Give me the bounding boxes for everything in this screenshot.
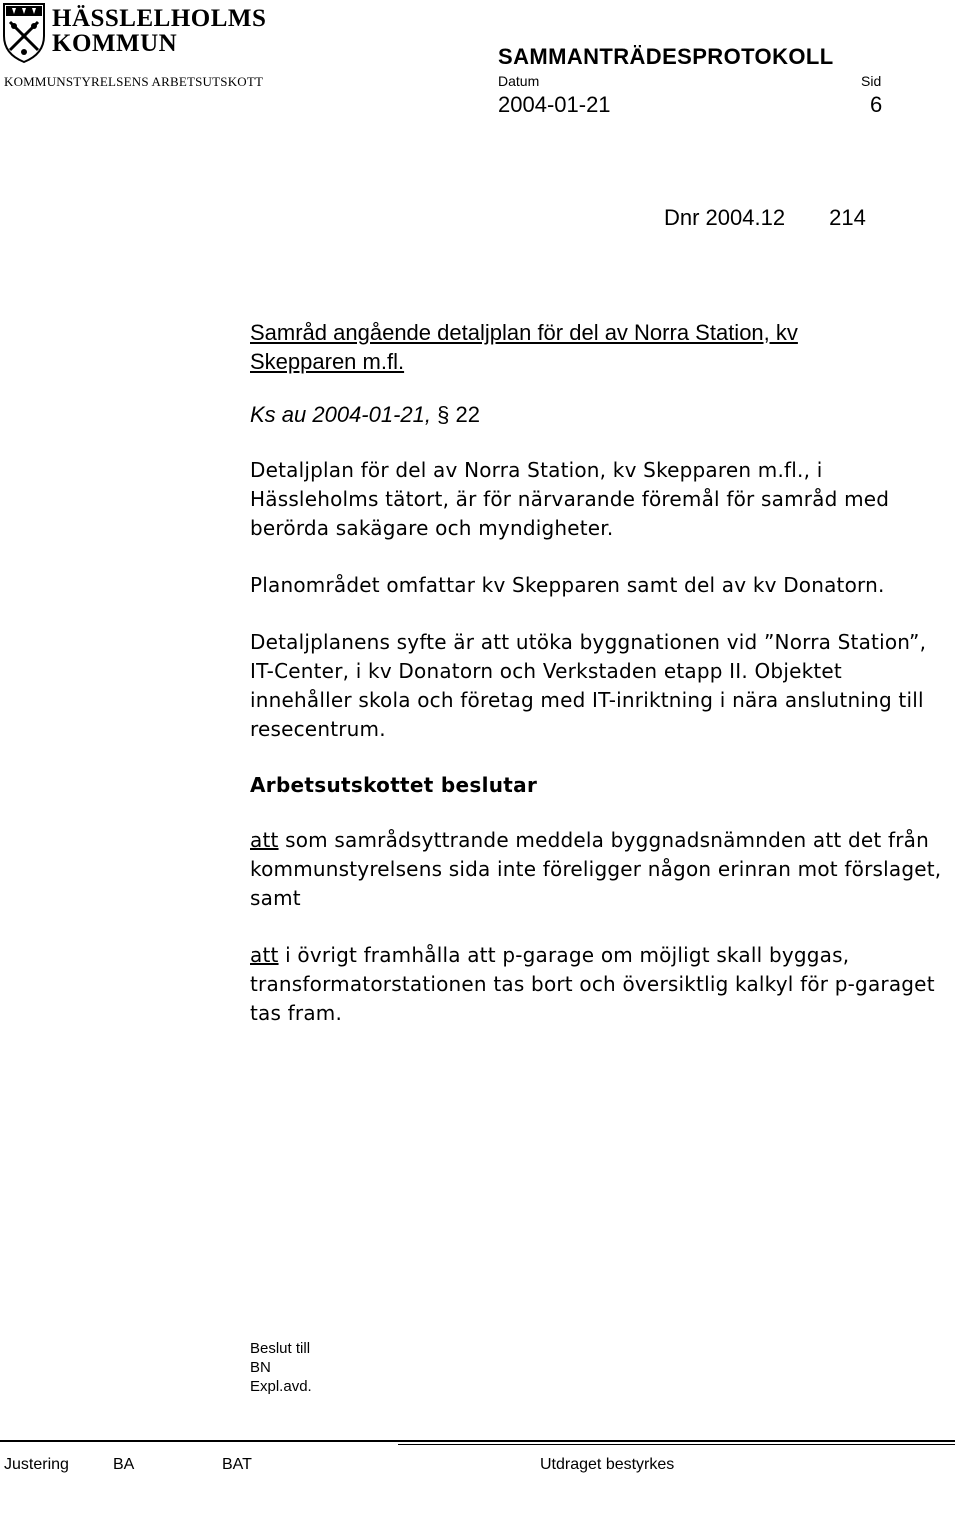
meeting-date: 2004-01-21 xyxy=(498,92,611,117)
distribution-list xyxy=(250,1339,312,1396)
decision-item-1-att: att xyxy=(250,828,279,852)
footer-signature-2: BAT xyxy=(222,1456,252,1473)
meeting-reference xyxy=(250,401,950,429)
date-label: Datum xyxy=(498,73,540,89)
organization-name xyxy=(52,6,266,56)
organization-name-line2: KOMMUN xyxy=(52,30,178,57)
case-reference xyxy=(664,205,866,231)
footer-divider-inner xyxy=(398,1444,955,1445)
footer-certified-label: Utdraget bestyrkes xyxy=(540,1456,675,1473)
organization-subtitle: KOMMUNSTYRELSENS ARBETSUTSKOTT xyxy=(4,74,264,89)
footer-divider xyxy=(0,1440,955,1442)
diary-number: Dnr 2004.12 xyxy=(664,205,786,230)
decision-item-1 xyxy=(250,826,950,913)
page-number: 6 xyxy=(870,92,883,117)
footer-signature-1: BA xyxy=(113,1456,135,1473)
footer-justering-label: Justering xyxy=(4,1456,69,1473)
decision-item-1-text: som samrådsyttrande meddela byggnadsnämnden att det från kommunstyrelsens sida inte föreligger någon erinran mot förslaget, samt xyxy=(250,828,942,910)
protocol-body xyxy=(250,318,950,1028)
organization-name-line1: HÄSSLELHOLMS xyxy=(52,5,267,32)
distribution-item: BN xyxy=(250,1359,271,1376)
item-title: Samråd angående detaljplan för del av Norra Station, kv Skepparen m.fl. xyxy=(250,320,798,374)
distribution-item: Expl.avd. xyxy=(250,1378,312,1395)
decision-item-2-text: i övrigt framhålla att p-garage om möjligt skall byggas, transformatorstationen tas bort och översiktlig kalkyl för p-garaget tas fram. xyxy=(250,943,935,1025)
decision-heading: Arbetsutskottet beslutar xyxy=(250,773,538,797)
paragraph-plan-area: Planområdet omfattar kv Skepparen samt del av kv Donatorn. xyxy=(250,573,885,597)
distribution-heading: Beslut till xyxy=(250,1340,311,1357)
municipal-crest-icon xyxy=(2,2,46,64)
page-label: Sid xyxy=(861,73,882,89)
decision-item-2 xyxy=(250,941,950,1028)
paragraph-number: 214 xyxy=(829,205,866,230)
meeting-reference-text: Ks au 2004-01-21, xyxy=(250,402,432,427)
document-type: SAMMANTRÄDESPROTOKOLL xyxy=(498,44,834,69)
paragraph-plan-purpose: Detaljplanens syfte är att utöka byggnationen vid ”Norra Station”, IT-Center, i kv Donatorn och Verkstaden etapp II. Objektet innehåller skola och företag med IT-inriktning i nära anslutning till resecentrum. xyxy=(250,630,927,741)
meeting-reference-section: § 22 xyxy=(437,402,480,427)
paragraph-background: Detaljplan för del av Norra Station, kv Skepparen m.fl., i Hässleholms tätort, är för närvarande föremål för samråd med berörda sakägare och myndigheter. xyxy=(250,458,890,540)
decision-item-2-att: att xyxy=(250,943,279,967)
